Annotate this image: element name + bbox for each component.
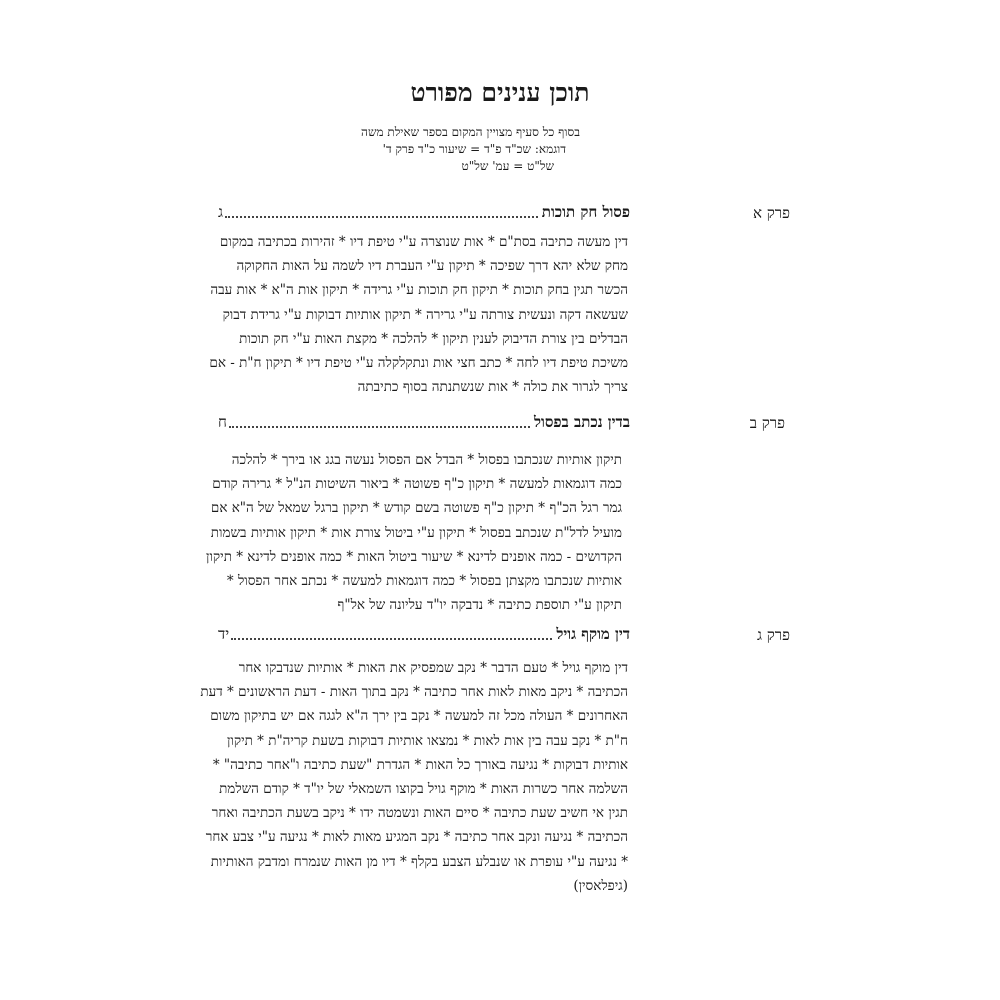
summary-line: תיקון ע"י תוספת כתיבה * נדבקה יו"ד עליונה של אל"ף [337,597,622,614]
chapter-number: פרק ב [749,414,785,432]
leader-dots [225,216,538,218]
summary-line: אותיות דבוקות * נגיעה באורך כל האות * הגדרת "שעת כתיבה ו"אחר כתיבה" * [212,756,628,773]
summary-line: תיקון אותיות שנכתבו בפסול * הבדל אם הפסול נעשה בגג או בירך * להלכה [231,452,622,468]
leader-dots [229,426,530,428]
intro-line: דוגמא: שכ"ד פ"ד = שיעור כ"ד פרק ד' [382,142,566,156]
summary-line: ח"ת * נקב עבה בין אות לאות * נמצאו אותיות דבוקות בשעת קריה"ת * תיקון [226,732,628,749]
summary-line: הכשר תגין בחק תוכות * תיקון חק תוכות ע"י גרידה * תיקון אות ה"א * אות עבה [210,282,628,299]
intro-notes [300,124,580,175]
summary-line: הקדושים - כמה אופנים לדינא * שיעור ביטול האות * כמה אופנים לדינא * תיקון [206,548,622,565]
summary-line: השלמה אחר כשרות האות * מוקף גויל בקוצו השמאלי של יו"ד * קודם השלמת [219,781,628,798]
summary-line: כמה דוגמאות למעשה * תיקון כ"ף פשוטה * ביאור השיטות הנ"ל * גרירה קודם [212,476,622,493]
chapter-heading [218,200,630,222]
summary-line: שעשאה דקה ונעשית צורתה ע"י גרירה * תיקון אותיות דבוקות ע"י גרידת דבוק [222,306,628,323]
chapter-summary [200,656,628,898]
summary-line: דין מעשה כתיבה בסת"ם * אות שנוצרה ע"י טיפת דיו * זהירות בכתיבה במקום [219,234,628,250]
summary-line: תגין אי חשיב שעת כתיבה * סיים האות ונשמטה ידו * ניקב בשעת הכתיבה ואחר [211,805,628,822]
summary-line: מחק שלא יהא דרך שפיכה * תיקון ע"י העברת דיו לשמה על האות החקוקה [236,258,628,275]
summary-line: גמר רגל הכ"ף * תיקון כ"ף פשוטה בשם קודש * תיקון ברגל שמאל של ה"א אם [210,500,622,517]
summary-line: צריך לגרור את כולה * אות שנשתנתה בסוף כתיבתה [357,379,628,396]
chapter-heading [218,410,630,432]
chapter-page-number: ח [218,413,227,431]
chapter-summary [206,448,622,617]
page-title: תוכן ענינים מפורט [410,78,590,107]
chapter-summary [209,230,628,399]
summary-line: אותיות שנכתבו מקצתן בפסול * כמה דוגמאות למעשה * נכתב אחר הפסול * [226,573,622,590]
summary-line: דין מוקף גויל * טעם הדבר * נקב שמפסיק את האות * אותיות שנדבקו אחר [238,660,628,676]
summary-line: האחרונים * העולה מכל זה למעשה * נקב בין ירך ה"א לגגה אם יש בתיקון משום [210,708,628,725]
chapter-number: פרק ג [757,626,790,644]
summary-line: משיכת טיפת דיו לחה * כתב חצי אות ונתקלקלה ע"י טיפת דיו * תיקון ח"ת - אם [209,355,628,372]
summary-line: מועיל לדל"ת שנכתב בפסול * תיקון ע"י ביטול צורת אות * תיקון אותיות בשמות [210,524,622,541]
leader-dots [231,638,552,640]
summary-line: (גיפלאסין) [573,877,628,894]
intro-line: של"ט = עמ' של"ט [461,159,554,173]
chapter-title: דין מוקף גויל [556,625,630,643]
chapter-page-number: יד [218,625,230,643]
summary-line: הכתיבה * נגיעה ונקב אחר כתיבה * נקב המגיע מאות לאות * נגיעה ע"י צבע אחר [205,829,628,846]
chapter-page-number: ג [218,203,223,221]
chapter-title: בדין נכתב בפסול [533,413,630,431]
chapter-number: פרק א [752,204,790,222]
summary-line: הכתיבה * ניקב מאות לאות אחר כתיבה * נקב בתוך האות - דעת הראשונים * דעת [200,684,628,701]
chapter-title: פסול חק תוכות [541,203,630,221]
intro-line: בסוף כל סעיף מצויין המקום בספר שאילת משה [361,125,580,139]
summary-line: הבדלים בין צורת הדיבוק לענין תיקון * להלכה * מקצת האות ע"י חק תוכות [239,330,628,347]
chapter-heading [218,622,630,644]
summary-line: * נגיעה ע"י עופרת או שנבלע הצבע בקלף * דיו מן האות שנמרח ומדבק האותיות [210,853,628,870]
